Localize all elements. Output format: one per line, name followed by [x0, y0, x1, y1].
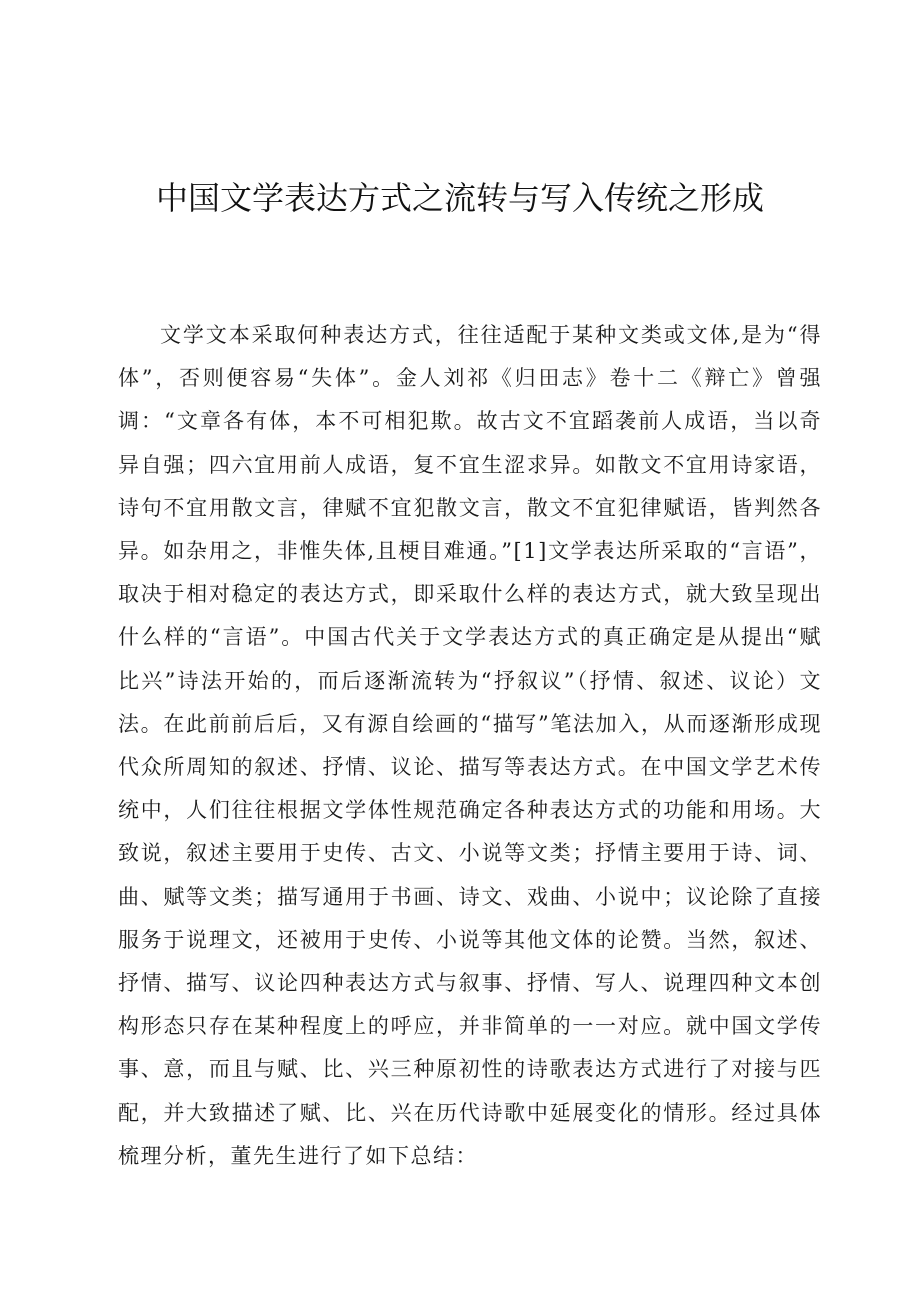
body-paragraph: 文学文本采取何种表达方式，往往适配于某种文类或文体,是为“得体”，否则便容易“失体”。金人刘祁《归田志》卷十二《辩亡》曾强调：“文章各有体，本不可相犯欺。故古文不宜蹈袭前人成语，当以奇异自强；四六宜用前人成语，复不宜生涩求异。如散文不宜用诗家语，诗句不宜用散文言，律赋不宜犯散文言，散文不宜犯律赋语，皆判然各异。如杂用之，非惟失体,且梗目难通。”[1]文学表达所采取的“言语”，取决于相对稳定的表达方式，即采取什么样的表达方式，就大致呈现出什么样的“言语”。中国古代关于文学表达方式的真正确定是从提出“赋比兴”诗法开始的，而后逐渐流转为“抒叙议”（抒情、叙述、议论）文法。在此前前后后，又有源自绘画的“描写”笔法加入，从而逐渐形成现代众所周知的叙述、抒情、议论、描写等表达方式。在中国文学艺术传统中，人们往往根据文学体性规范确定各种表达方式的功能和用场。大致说，叙述主要用于史传、古文、小说等文类；抒情主要用于诗、词、曲、赋等文类；描写通用于书画、诗文、戏曲、小说中；议论除了直接服务于说理文，还被用于史传、小说等其他文体的论赞。当然，叙述、抒情、描写、议论四种表达方式与叙事、抒情、写人、说理四种文本创构形态只存在某种程度上的呼应，并非简单的一一对应。就中国文学传事、意，而且与赋、比、兴三种原初性的诗歌表达方式进行了对接与匹配，并大致描述了赋、比、兴在历代诗歌中延展变化的情形。经过具体梳理分析，董先生进行了如下总结： — [118, 323, 822, 1168]
document-title: 中国文学表达方式之流转与写入传统之形成 — [155, 179, 764, 217]
